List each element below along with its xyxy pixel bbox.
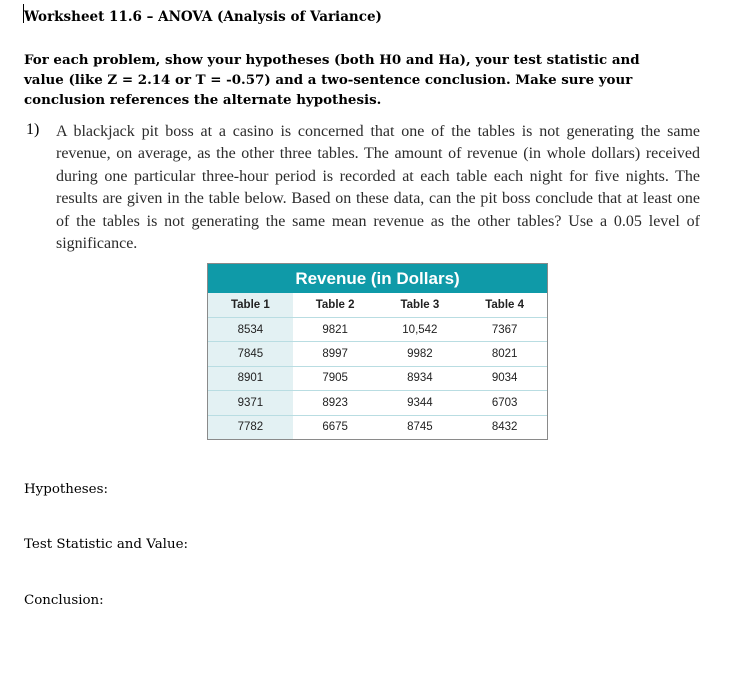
table-row	[208, 415, 547, 439]
instructions-text: For each problem, show your hypotheses (both H0 and Ha), your test statistic and value (like Z = 2.14 or T = -0.57) and a two-sentence conclusion. Make sure your conclusion references the alternate hypothesis.	[24, 52, 640, 108]
table-cell: 9821	[293, 318, 378, 342]
table-cell: 8901	[208, 366, 293, 390]
table-cell: 7367	[462, 318, 547, 342]
worksheet-title: Worksheet 11.6 – ANOVA (Analysis of Variance)	[24, 9, 382, 25]
table-cell: 7845	[208, 342, 293, 366]
column-header: Table 4	[462, 293, 547, 318]
column-header: Table 2	[293, 293, 378, 318]
column-header: Table 1	[208, 293, 293, 318]
table-cell: 8997	[293, 342, 378, 366]
table-cell: 6675	[322, 421, 348, 434]
table-row	[208, 318, 547, 342]
table-row	[208, 342, 547, 366]
table-cell: 8432	[491, 421, 518, 434]
table-cell: 8534	[208, 318, 293, 342]
table-row	[208, 391, 547, 415]
table-cell: 9982	[378, 342, 463, 366]
problem-text: A blackjack pit boss at a casino is concerned that one of the tables is not generating the same revenue, on average, as the other three tables. The amount of revenue (in whole dollars) received during one particular three-hour period is recorded at each table each night for five nights. The results are given in the table below. Based on these data, can the pit boss conclude that at least one of the tables is not generating the same mean revenue as the other tables? Use a 0.05 level of significance.	[56, 123, 700, 253]
revenue-table	[207, 263, 548, 440]
table-cell: 9034	[462, 366, 547, 390]
table-cell: 8745	[407, 421, 433, 434]
table-row	[208, 366, 547, 390]
revenue-table-title: Revenue (in Dollars)	[208, 264, 547, 293]
table-cell: 10,542	[378, 318, 463, 342]
table-cell: 9344	[378, 391, 463, 415]
conclusion-label: Conclusion:	[24, 593, 104, 608]
table-cell: 8934	[378, 366, 463, 390]
table-cell: 7905	[293, 366, 378, 390]
table-cell: 8923	[293, 391, 378, 415]
table-header-row	[208, 293, 547, 318]
revenue-data-grid	[208, 293, 547, 439]
problem-number: 1)	[26, 121, 40, 138]
table-cell: 6703	[462, 391, 547, 415]
column-header: Table 3	[378, 293, 463, 318]
table-cell: 8021	[462, 342, 547, 366]
table-cell: 9371	[208, 391, 293, 415]
hypotheses-label: Hypotheses:	[24, 482, 108, 497]
table-cell: 7782	[208, 415, 293, 439]
test-statistic-label: Test Statistic and Value:	[24, 537, 189, 552]
